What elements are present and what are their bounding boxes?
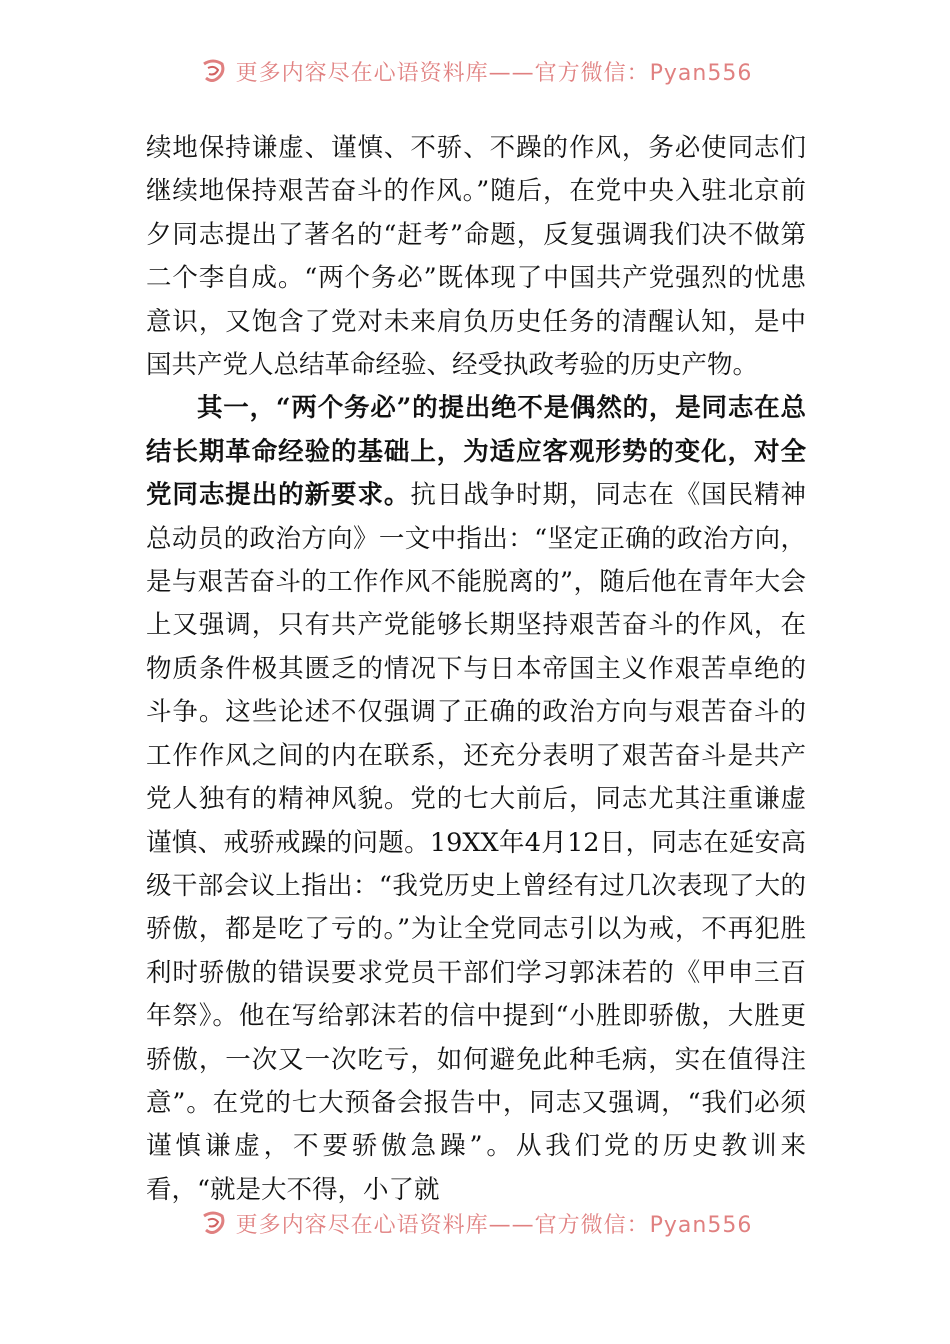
paragraph-body: 抗日战争时期，同志在《国民精神总动员的政治方向》一文中指出：“坚定正确的政治方向，是与艰苦奋斗的工作作风不能脱离的”，随后他在青年大会上又强调，只有共产党能够长期坚持艰苦奋斗的作风，在物质条件极其匮乏的情况下与日本帝国主义作艰苦卓绝的斗争。这些论述不仅强调了正确的政治方向与艰苦奋斗的工作作风之间的内在联系，还充分表明了艰苦奋斗是共产党人独有的精神风貌。党的七大前后，同志尤其注重谦虚谨慎、戒骄戒躁的问题。19XX年4月12日，同志在延安高级干部会议上指出：“我党历史上曾经有过几次表现了大的骄傲，都是吃了亏的。”为让全党同志引以为戒，不再犯胜利时骄傲的错误要求党员干部们学习郭沫若的《甲申三百年祭》。他在写给郭沫若的信中提到“小胜即骄傲，大胜更骄傲，一次又一次吃亏，如何避免此种毛病，实在值得注意”。在党的七大预备会报告中，同志又强调，“我们必须谨慎谦虚，不要骄傲急躁”。从我们党的历史教训来看，“就是大不得，小了就	[146, 480, 806, 1205]
paragraph-point-one	[146, 387, 806, 1212]
footer-banner	[0, 1206, 950, 1240]
paragraph-lead-bold: 其一，“两个务必”的提出绝不是偶然的，是同志在总结长期革命经验的基础上，为适应客观形势的变化，对全党同志提出的新要求。	[146, 393, 806, 511]
brand-logo-icon	[198, 56, 228, 86]
header-banner-text: 更多内容尽在心语资料库——官方微信：Pyan556	[235, 60, 753, 86]
paragraph-continuation: 续地保持谦虚、谨慎、不骄、不躁的作风，务必使同志们继续地保持艰苦奋斗的作风。”随后，在党中央入驻北京前夕同志提出了著名的“赶考”命题，反复强调我们决不做第二个李自成。“两个务必”既体现了中国共产党强烈的忧患意识，又饱含了党对未来肩负历史任务的清醒认知，是中国共产党人总结革命经验、经受执政考验的历史产物。	[146, 133, 806, 381]
header-banner	[0, 54, 950, 88]
document-body	[146, 127, 806, 1212]
brand-logo-icon	[198, 1208, 228, 1238]
footer-banner-text: 更多内容尽在心语资料库——官方微信：Pyan556	[235, 1212, 753, 1238]
